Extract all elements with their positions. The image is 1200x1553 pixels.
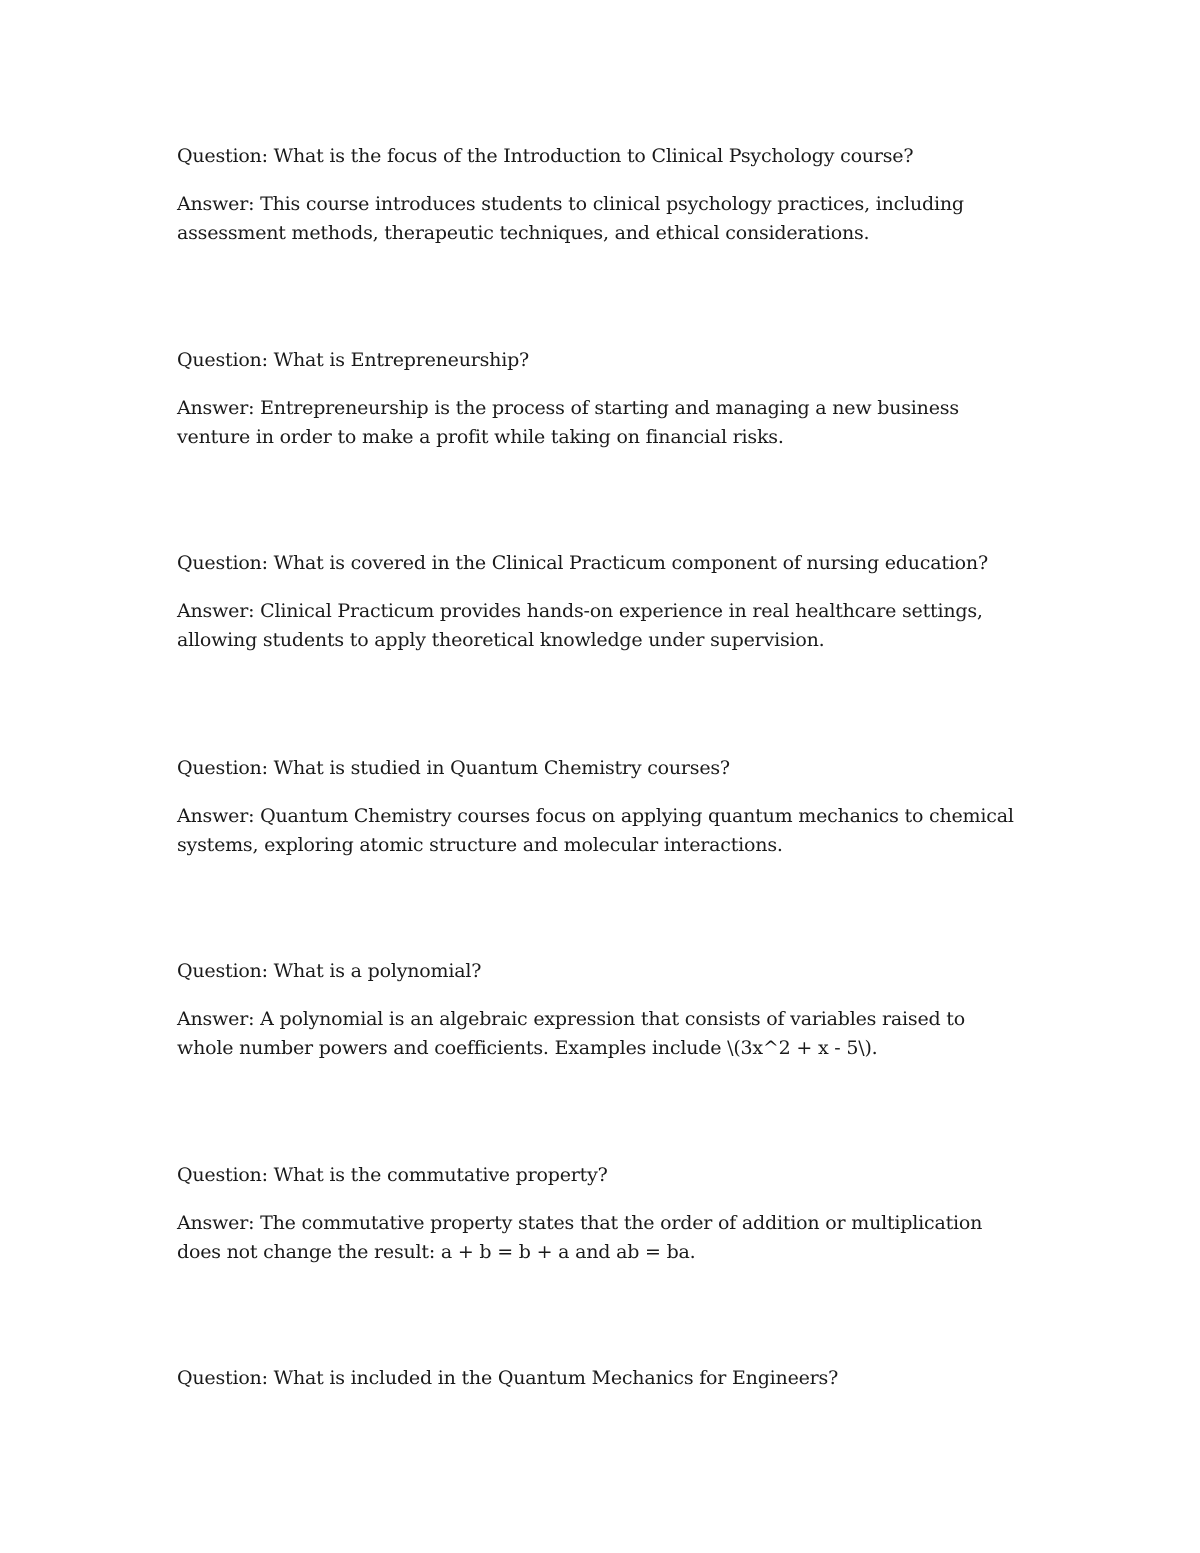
question-text: Question: What is studied in Quantum Chemistry courses? [177, 757, 730, 779]
qa-block [177, 346, 1037, 452]
question-text: Question: What is the focus of the Introduction to Clinical Psychology course? [177, 145, 914, 167]
qa-block [177, 142, 1037, 248]
qa-block [177, 1364, 1037, 1392]
question-text: Question: What is Entrepreneurship? [177, 349, 530, 371]
answer-text: Answer: Entrepreneurship is the process of starting and managing a new business venture in order to make a profit while taking on financial risks. [177, 397, 959, 448]
question-text: Question: What is included in the Quantum Mechanics for Engineers? [177, 1367, 839, 1389]
question-text: Question: What is covered in the Clinical Practicum component of nursing education? [177, 552, 988, 574]
answer-text: Answer: This course introduces students to clinical psychology practices, including assessment methods, therapeutic techniques, and ethical considerations. [177, 193, 964, 244]
qa-block [177, 549, 1037, 655]
answer-text: Answer: The commutative property states that the order of addition or multiplication does not change the result: a + b = b + a and ab = ba. [177, 1212, 983, 1263]
question-text: Question: What is the commutative property? [177, 1164, 608, 1186]
qa-block [177, 1161, 1037, 1267]
question-text: Question: What is a polynomial? [177, 960, 482, 982]
qa-block [177, 754, 1037, 860]
answer-text: Answer: Clinical Practicum provides hands-on experience in real healthcare settings, allowing students to apply theoretical knowledge under supervision. [177, 600, 983, 651]
qa-block [177, 957, 1037, 1063]
answer-text: Answer: A polynomial is an algebraic expression that consists of variables raised to whole number powers and coefficients. Examples include \(3x^2 + x - 5\). [177, 1008, 965, 1059]
answer-text: Answer: Quantum Chemistry courses focus on applying quantum mechanics to chemical systems, exploring atomic structure and molecular interactions. [177, 805, 1014, 856]
